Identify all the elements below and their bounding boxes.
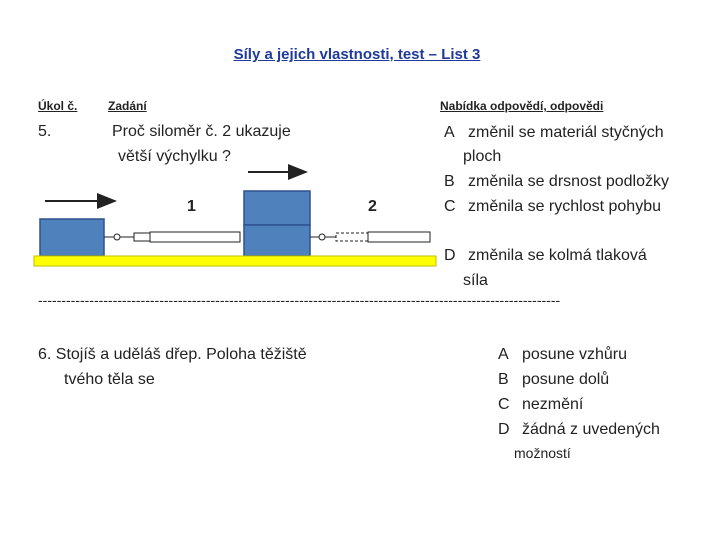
q5-option-d-letter: D [444,247,456,264]
block-2-top [244,191,310,225]
q6-option-c-text: nezmění [522,396,584,413]
block-2-bottom [244,225,310,256]
q6-option-d-text: žádná z uvedených [522,421,660,438]
q5-option-d-text-line2: síla [463,272,488,289]
q5-option-a-text: změnil se materiál styčných [468,124,664,141]
q5-option-c-letter: C [444,198,456,215]
question-6-text-line2: tvého těla se [64,371,155,388]
q6-option-a-letter: A [498,346,509,363]
q6-option-c [498,393,583,417]
q6-option-b [498,368,609,392]
q6-option-a-text: posune vzhůru [522,346,627,363]
question-5-number: 5. [38,123,52,140]
q6-option-c-letter: C [498,396,510,413]
scale-label-1: 1 [187,198,196,215]
surface-board [34,256,436,266]
q6-option-d-letter: D [498,421,510,438]
scale-label-2: 2 [368,198,377,215]
q6-option-a [498,343,627,367]
q6-option-d-tail: možností [514,445,571,461]
spring-scale-2 [310,232,430,242]
q5-option-b-letter: B [444,173,455,190]
q6-option-d [498,418,660,442]
header-answers: Nabídka odpovědí, odpovědi [440,99,604,113]
question-6-text-line1: 6. Stojíš a uděláš dřep. Poloha těžiště [38,346,307,363]
question-5-text-line2: větší výchylku ? [118,148,231,165]
block-1 [40,219,104,256]
spring-scale-1 [104,232,240,242]
question-5-text-line1: Proč siloměr č. 2 ukazuje [112,123,291,140]
q6-option-b-letter: B [498,371,509,388]
header-assignment-label: Zadání [108,99,147,113]
q6-option-b-text: posune dolů [522,371,610,388]
q5-option-c-text: změnila se rychlost pohybu [468,198,661,215]
page-title: Síly a jejich vlastnosti, test – List 3 [233,46,481,63]
q5-option-d-text: změnila se kolmá tlaková [468,247,647,264]
section-divider: ---------------------------------------------------------------------------------------------------------------- [38,292,561,308]
header-task-number: Úkol č. [38,99,78,113]
q5-option-a-letter: A [444,124,455,141]
q5-option-b-text: změnila se drsnost podložky [468,173,669,190]
q5-option-a-text-line2: ploch [463,148,502,165]
